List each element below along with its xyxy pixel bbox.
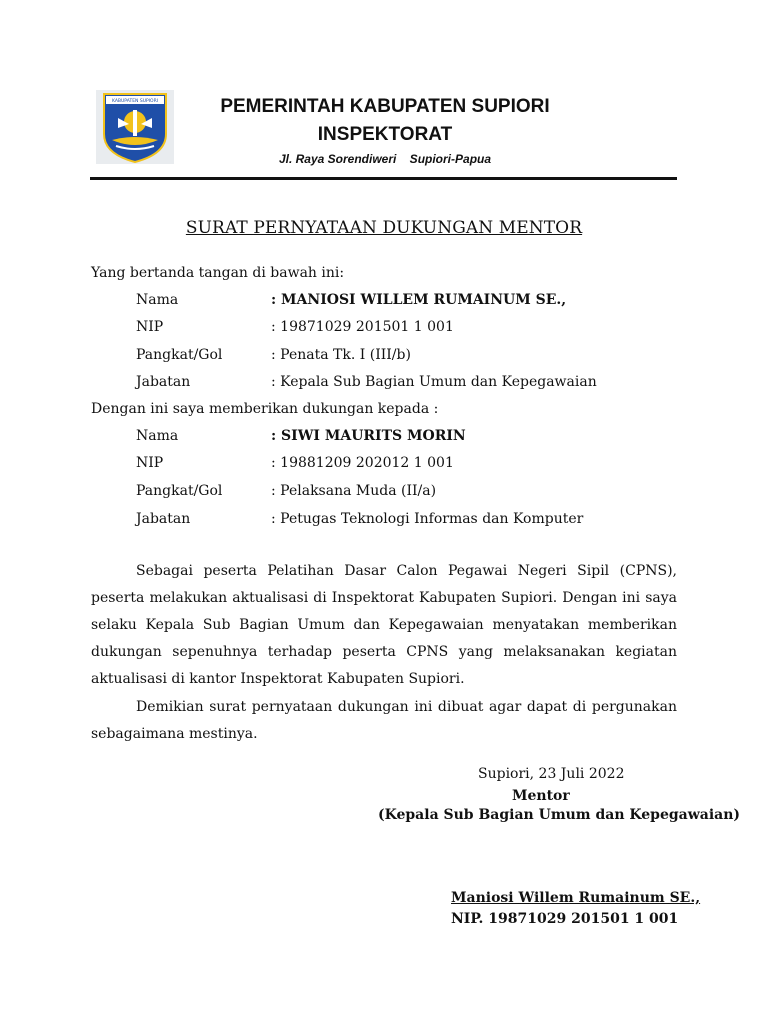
mentor-nip-label: NIP <box>136 319 164 335</box>
mentor-name-value: : MANIOSI WILLEM RUMAINUM SE., <box>271 292 567 308</box>
signer-nip: NIP. 19871029 201501 1 001 <box>451 911 679 927</box>
participant-position-value: : Petugas Teknologi Informas dan Komputer <box>271 511 584 527</box>
header-government: PEMERINTAH KABUPATEN SUPIORI <box>220 96 550 117</box>
mentor-nip-value: : 19871029 201501 1 001 <box>271 319 454 335</box>
participant-nip-value: : 19881209 202012 1 001 <box>271 455 454 471</box>
participant-name-value: : SIWI MAURITS MORIN <box>271 428 466 444</box>
header-office: INSPEKTORAT <box>317 124 453 145</box>
participant-rank-value: : Pelaksana Muda (II/a) <box>271 483 437 499</box>
regency-logo <box>96 90 174 164</box>
participant-rank-label: Pangkat/Gol <box>136 483 223 499</box>
signer-name: Maniosi Willem Rumainum SE., <box>451 890 701 906</box>
intro-text: Yang bertanda tangan di bawah ini: <box>91 265 345 281</box>
mentor-name-label: Nama <box>136 292 179 308</box>
svg-text:KABUPATEN SUPIORI: KABUPATEN SUPIORI <box>111 99 159 104</box>
mentor-position-label: Jabatan <box>136 374 191 390</box>
header-address: Jl. Raya Sorendiweri Supiori-Papua <box>278 152 492 166</box>
support-intro-text: Dengan ini saya memberikan dukungan kepada : <box>91 401 439 417</box>
signer-position: (Kepala Sub Bagian Umum dan Kepegawaian) <box>378 807 741 823</box>
header-divider <box>90 177 677 180</box>
participant-nip-label: NIP <box>136 455 164 471</box>
signer-role: Mentor <box>512 788 570 804</box>
mentor-position-value: : Kepala Sub Bagian Umum dan Kepegawaian <box>271 374 597 390</box>
body-paragraph: Sebagai peserta Pelatihan Dasar Calon Pegawai Negeri Sipil (CPNS), peserta melakukan aktualisasi di Inspektorat Kabupaten Supiori. Dengan ini saya selaku Kepala Sub Bagian Umum dan Kepegawaian menyatakan memberikan dukungan sepenuhnya terhadap peserta CPNS yang melaksanakan kegiatan aktualisasi di kantor Inspektorat Kabupaten Supiori. <box>91 563 677 687</box>
closing-paragraph: Demikian surat pernyataan dukungan ini dibuat agar dapat di pergunakan sebagaimana mestinya. <box>91 699 677 742</box>
mentor-rank-value: : Penata Tk. I (III/b) <box>271 347 411 363</box>
participant-name-label: Nama <box>136 428 179 444</box>
place-date: Supiori, 23 Juli 2022 <box>478 766 625 782</box>
letter-title: SURAT PERNYATAAN DUKUNGAN MENTOR <box>185 218 583 238</box>
mentor-rank-label: Pangkat/Gol <box>136 347 223 363</box>
participant-position-label: Jabatan <box>136 511 191 527</box>
